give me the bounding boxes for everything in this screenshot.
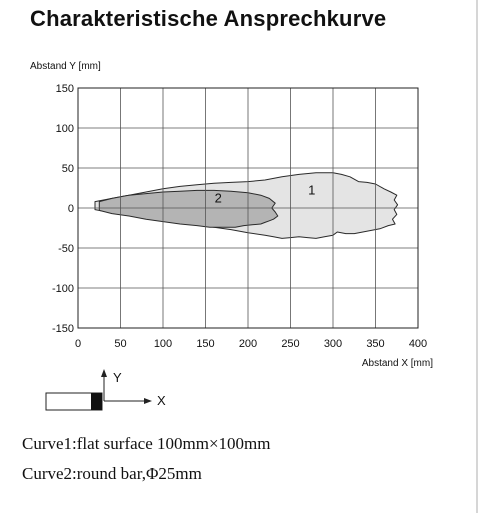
x-tick-label: 150 <box>196 338 215 350</box>
curve-1-label: 1 <box>308 182 316 198</box>
x-tick-label: 50 <box>114 338 127 350</box>
sensor-face <box>91 393 102 410</box>
y-axis-label: Abstand Y [mm] <box>30 61 101 72</box>
x-tick-label: 400 <box>408 338 428 350</box>
caption-curve-2: Curve2:round bar,Φ25mm <box>22 464 202 483</box>
caption-curve-1: Curve1:flat surface 100mm×100mm <box>22 434 271 453</box>
x-tick-label: 200 <box>238 338 258 350</box>
y-tick-label: -50 <box>58 243 74 255</box>
sensor-y-label: Y <box>113 370 122 385</box>
x-arrow-head <box>144 398 152 404</box>
x-tick-label: 300 <box>323 338 343 350</box>
x-axis-label: Abstand X [mm] <box>361 358 433 369</box>
x-tick-label: 250 <box>281 338 300 350</box>
y-tick-label: 150 <box>55 83 74 95</box>
x-tick-label: 0 <box>74 338 82 350</box>
y-tick-label: -150 <box>51 323 74 335</box>
curve-2-label: 2 <box>214 190 222 206</box>
y-tick-label: 50 <box>61 163 74 175</box>
x-tick-label: 350 <box>366 338 385 350</box>
curve-2-area <box>99 190 277 227</box>
sensor-x-label: X <box>157 393 166 408</box>
plot-area <box>52 83 427 350</box>
y-tick-label: 100 <box>55 123 74 135</box>
chart-title: Charakteristische Ansprechkurve <box>30 6 387 31</box>
sensor-orientation-diagram <box>46 369 166 410</box>
y-tick-label: 0 <box>67 203 74 215</box>
y-tick-label: -100 <box>51 283 74 295</box>
y-arrow-head <box>101 369 107 377</box>
x-tick-label: 100 <box>153 338 173 350</box>
